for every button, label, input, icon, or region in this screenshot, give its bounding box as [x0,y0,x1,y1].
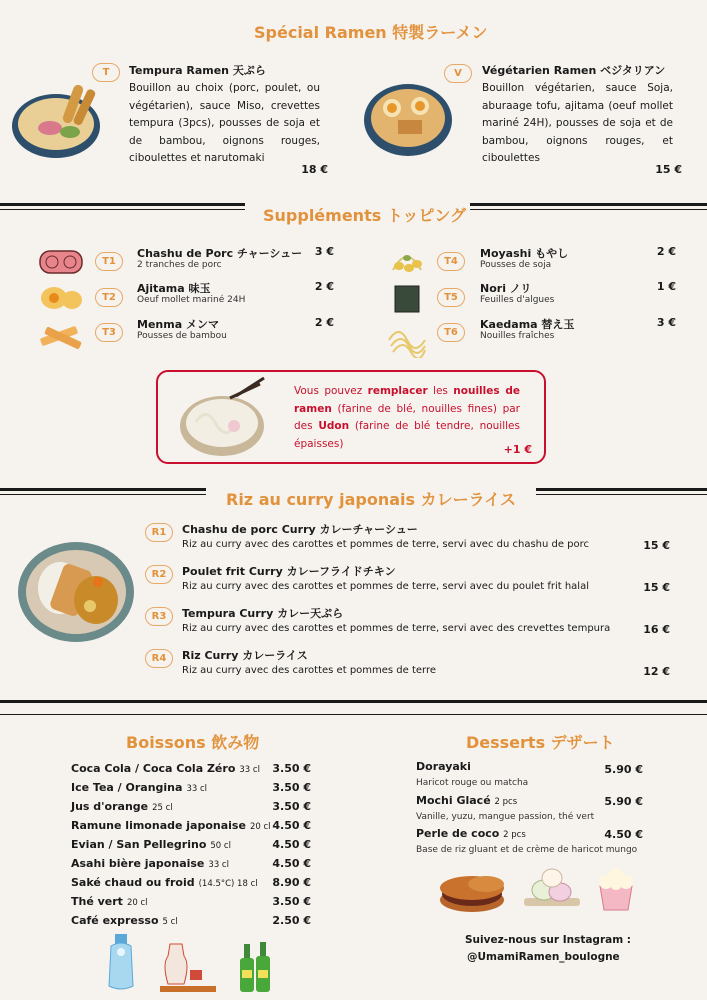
dessert-label-mochi: Mochi Glacé [416,794,491,807]
drink-name: Saké chaud ou froid [71,876,195,889]
moyashi-icon [387,240,427,282]
drink-row [71,762,311,775]
curry-price-r2: 15 € [643,581,670,594]
drink-size: 33 cl [186,784,207,794]
curry-name-r1: Chashu de porc Curry カレーチャーシュー [182,523,418,536]
drink-price: 3.50 € [272,895,311,908]
supp-price-t1: 3 € [314,245,334,258]
curry-divider-left-thin [0,494,206,495]
udon-bowl-photo [176,376,268,464]
drink-name: Asahi bière japonaise [71,857,205,870]
supp-name-t2: Ajitama 味玉 [137,282,211,295]
drink-price: 3.50 € [272,800,311,813]
supp-price-t3: 2 € [314,316,334,329]
curry-desc-r1: Riz au curry avec des carottes et pommes de terre, servi avec du chashu de porc [182,539,590,550]
drink-size: 33 cl [239,765,260,775]
udon-t5: (farine de blé, nouilles fines) par des [294,402,520,432]
curry-plate-photo [16,540,136,648]
drink-name: Coca Cola / Coca Cola Zéro [71,762,236,775]
supp-name-t1: Chashu de Porc チャーシュー [137,247,303,260]
udon-t7: (farine de blé tendre, nouilles épaisses) [294,420,520,450]
supp-name-t3: Menma メンマ [137,318,219,331]
dorayaki-icon [436,870,508,920]
dessert-name-coco [416,827,526,840]
curry-desc-r4: Riz au curry avec des carottes et pommes de terre [182,665,437,676]
dessert-name-mochi [416,794,517,807]
drink-price: 2.50 € [272,914,311,927]
dessert-sub-coco: Base de riz gluant et de crème de haricot mungo [416,845,638,855]
tempura-ramen-photo [10,80,102,164]
drink-name: Evian / San Pellegrino [71,838,207,851]
ramune-icon [103,932,139,996]
dessert-qty-coco: 2 pcs [503,830,526,840]
divider-left [0,203,245,206]
dessert-name-dorayaki [416,760,471,773]
drink-row [71,895,311,908]
divider-right [470,203,707,206]
drink-row [71,800,311,813]
drink-name: Ramune limonade japonaise [71,819,246,832]
supp-code-t5: T5 [437,288,465,307]
drink-size: 25 cl [152,803,173,813]
supp-code-t3: T3 [95,323,123,342]
curry-price-r4: 12 € [643,665,670,678]
supp-sub-t2: Oeuf mollet mariné 24H [137,295,246,305]
curry-bottom-divider [0,700,707,703]
noodles-icon [385,320,429,362]
dessert-price-dorayaki: 5.90 € [604,763,643,776]
dessert-sub-mochi: Vanille, yuzu, mangue passion, thé vert [416,812,595,822]
tempura-ramen-price: 18 € [301,163,328,176]
udon-price: +1 € [503,443,532,456]
nori-icon [392,283,422,319]
menma-icon [38,320,84,354]
vegetarian-ramen-photo [362,76,454,164]
drink-size: 50 cl [210,841,231,851]
supp-name-t5: Nori ノリ [480,282,532,295]
curry-name-r2: Poulet frit Curry カレーフライドチキン [182,565,396,578]
dessert-sub-dorayaki: Haricot rouge ou matcha [416,778,529,788]
dessert-price-mochi: 5.90 € [604,795,643,808]
egg-icon [38,284,84,316]
drinks-title: Boissons 飲み物 [126,733,260,752]
drink-name: Ice Tea / Orangina [71,781,183,794]
supp-code-t1: T1 [95,252,123,271]
drink-row [71,819,311,832]
curry-name-r4: Riz Curry カレーライス [182,649,308,662]
curry-desc-r3: Riz au curry avec des carottes et pommes de terre, servi avec des crevettes tempura [182,623,611,634]
udon-t6: Udon [318,420,350,432]
desserts-title: Desserts デザート [466,733,615,752]
vegetarian-ramen-price: 15 € [655,163,682,176]
divider-right-thin [470,209,707,210]
drink-name: Café expresso [71,914,159,927]
tempura-ramen-desc: Bouillon au choix (porc, poulet, ou végétarien), sauce Miso, crevettes tempura (3pcs), pousses de soja et de bambou, oignons rouges, ciboulettes et narutomaki [129,82,320,164]
supp-price-t4: 2 € [656,245,676,258]
curry-divider-right [536,488,707,491]
curry-code-r1: R1 [145,523,173,542]
supp-sub-t3: Pousses de bambou [137,331,227,341]
supp-price-t5: 1 € [656,280,676,293]
coconut-pearls-icon [594,864,638,918]
drink-price: 3.50 € [272,781,311,794]
udon-t4: nouilles de ramen [294,385,520,415]
udon-text [294,383,520,453]
drink-size: 20 cl [249,822,271,832]
vegetarian-ramen-desc: Bouillon végétarien, sauce Soja, aburaage tofu, ajitama (oeuf mollet mariné 24H), pousses de soja et de bambou, oignons rouges, et ciboulettes [482,82,673,164]
drink-price: 8.90 € [272,876,311,889]
drink-row [71,857,311,870]
supp-sub-t1: 2 tranches de porc [137,260,222,270]
vegetarian-ramen-name: Végétarien Ramen ベジタリアン [482,64,666,77]
dessert-label-coco: Perle de coco [416,827,500,840]
drink-name: Thé vert [71,895,123,908]
drink-price: 3.50 € [272,762,311,775]
curry-divider-left [0,488,206,491]
supp-name-t6: Kaedama 替え玉 [480,318,575,331]
supp-sub-t5: Feuilles d'algues [480,295,555,305]
supp-price-t6: 3 € [656,316,676,329]
ramen-code-v: V [444,64,472,83]
curry-name-r3: Tempura Curry カレー天ぷら [182,607,344,620]
divider-left-thin [0,209,245,210]
drink-price: 4.50 € [272,838,311,851]
curry-desc-r2: Riz au curry avec des carottes et pommes de terre, servi avec du poulet frit halal [182,581,589,592]
tempura-ramen-name: Tempura Ramen 天ぷら [129,64,266,77]
dessert-label-dorayaki: Dorayaki [416,760,471,773]
supp-code-t2: T2 [95,288,123,307]
udon-t2: remplacer [367,385,428,397]
supp-sub-t6: Nouilles fraîches [480,331,555,341]
curry-price-r3: 16 € [643,623,670,636]
ramen-code-t: T [92,63,120,82]
drink-size: 5 cl [162,917,178,927]
supp-sub-t4: Pousses de soja [480,260,552,270]
mochi-icon [522,862,582,916]
instagram-handle[interactable]: @UmamiRamen_boulogne [467,951,620,963]
drink-row [71,914,311,927]
drink-row [71,781,311,794]
udon-t1: Vous pouvez [294,385,368,397]
supplements-title: Suppléments トッピング [263,206,467,225]
udon-t3: les [427,385,454,397]
supp-price-t2: 2 € [314,280,334,293]
drink-size: 20 cl [126,898,148,908]
curry-divider-right-thin [536,494,707,495]
sake-set-icon [160,940,216,998]
supp-name-t4: Moyashi もやし [480,247,569,260]
dessert-price-coco: 4.50 € [604,828,643,841]
drink-price: 4.50 € [272,857,311,870]
chashu-icon [38,247,84,279]
udon-option-box [156,370,546,464]
drink-size: (14.5°C) 18 cl [198,879,258,889]
beer-bottles-icon [234,940,278,1000]
drink-row [71,838,311,851]
supp-code-t6: T6 [437,323,465,342]
drink-size: 33 cl [208,860,229,870]
curry-title: Riz au curry japonais カレーライス [226,490,516,509]
curry-price-r1: 15 € [643,539,670,552]
drink-price: 4.50 € [272,819,311,832]
supp-code-t4: T4 [437,252,465,271]
curry-bottom-divider-thin [0,714,707,715]
curry-code-r2: R2 [145,565,173,584]
ramen-title: Spécial Ramen 特製ラーメン [254,23,488,42]
curry-code-r4: R4 [145,649,173,668]
instagram-line1: Suivez-nous sur Instagram : [465,934,632,946]
dessert-qty-mochi: 2 pcs [494,797,518,807]
drink-row [71,876,311,889]
curry-code-r3: R3 [145,607,173,626]
drink-name: Jus d'orange [71,800,149,813]
